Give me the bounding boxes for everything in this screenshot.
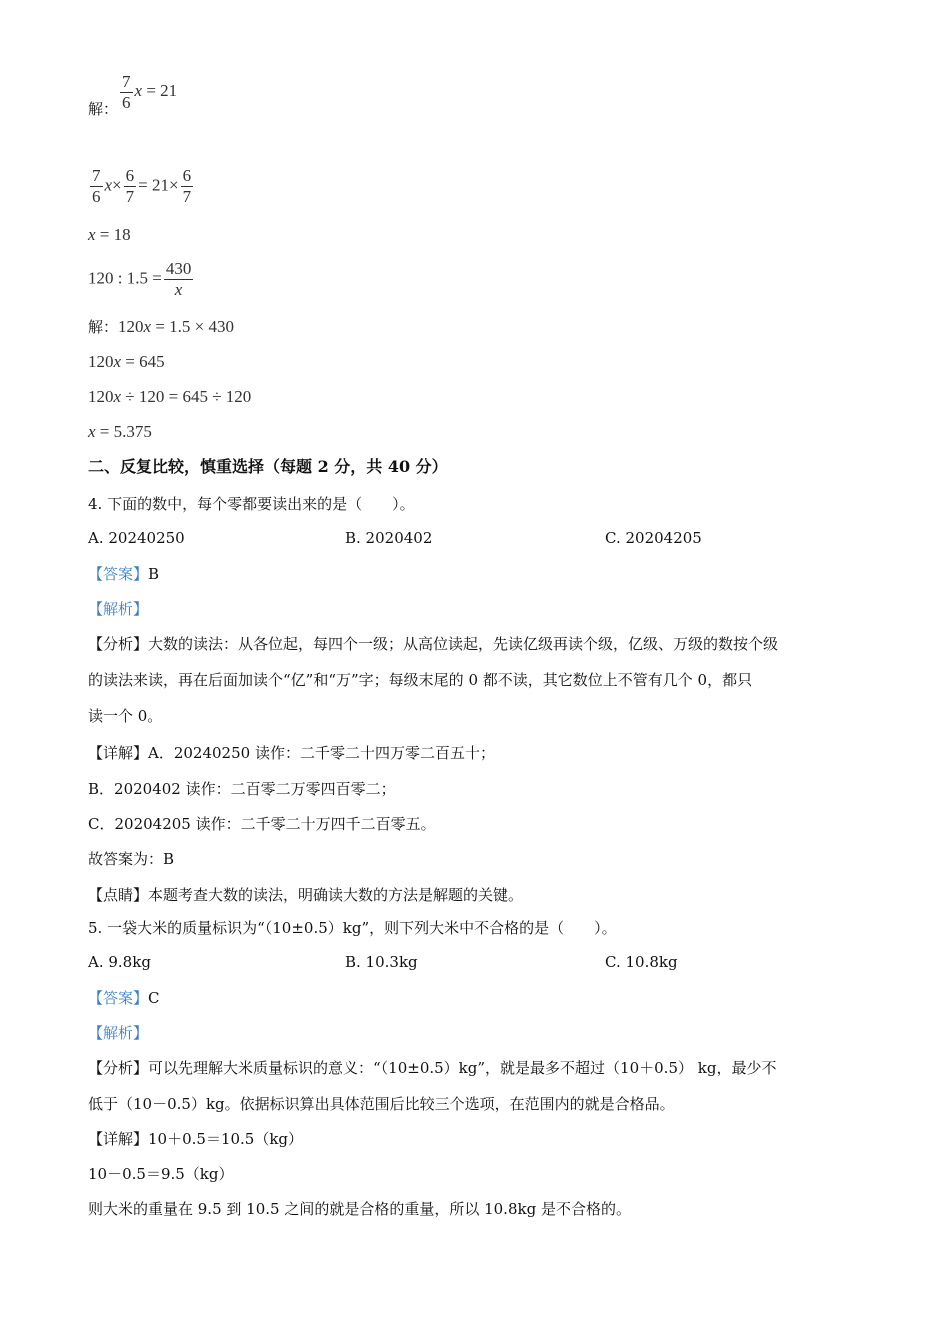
fraction: $\frac{6}{7}$	[182, 166, 192, 206]
equation-7: 120x ÷ 120 = 645 ÷ 120	[88, 387, 252, 406]
q5-answer: 【答案】C	[88, 989, 160, 1007]
answer-tag: 【答案】	[88, 989, 149, 1007]
fraction: $\frac{6}{7}$	[125, 166, 135, 206]
answer-tag: 【答案】	[88, 565, 149, 583]
fraction: $\frac{7}{6}$	[122, 72, 131, 112]
q4-answer: 【答案】B	[88, 565, 160, 583]
solution-label: 解：	[88, 100, 119, 119]
q5-option-a: A. 9.8kg	[88, 953, 151, 971]
q4-option-b: B. 2020402	[345, 529, 433, 547]
q4-detail-c: C．20204205 读作：二千零二十万四千二百零五。	[88, 815, 436, 833]
q4-fenxi-2: 的读法来读，再在后面加读个“亿”和“万”字；每级末尾的 0 都不读，其它数位上不管有几个 0，都只	[88, 671, 753, 689]
q5-fenxi-1: 【分析】可以先理解大米质量标识的意义：“（10±0.5）kg”，就是最多不超过（10＋0.5） kg，最少不	[88, 1059, 777, 1077]
equation-6: 120x = 645	[88, 352, 165, 371]
q4-option-c: C. 20204205	[605, 529, 702, 547]
equation-8: x = 5.375	[88, 422, 152, 441]
equation-3: x = 18	[88, 225, 131, 244]
fraction: $\frac{7}{6}$	[92, 166, 101, 206]
q5-analysis-tag: 【解析】	[88, 1024, 149, 1042]
equation-2: $\frac{7}{6}$ x× $\frac{6}{7}$ = 21× $\frac{6}{7}$	[92, 166, 192, 206]
equation-4: 120 : 1.5 = $\frac{430}{x}$	[88, 259, 192, 299]
section-heading: 二、反复比较，慎重选择（每题 2 分，共 40 分）	[88, 457, 448, 476]
fraction: $\frac{430}{x}$	[165, 259, 192, 299]
q5-detail-3: 则大米的重量在 9.5 到 10.5 之间的就是合格的重量，所以 10.8kg 是不合格的。	[88, 1200, 631, 1218]
q5-option-b: B. 10.3kg	[345, 953, 418, 971]
q5-detail-2: 10－0.5＝9.5（kg）	[88, 1165, 234, 1183]
equation-1: 解： $\frac{7}{6}$ x = 21	[88, 72, 178, 119]
q4-fenxi-1: 【分析】大数的读法：从各位起，每四个一级；从高位读起，先读亿级再读个级，亿级、万级的数按个级	[88, 635, 779, 653]
q5-option-c: C. 10.8kg	[605, 953, 678, 971]
q4-conclusion: 故答案为：B	[88, 850, 175, 868]
question-4-stem: 4. 下面的数中，每个零都要读出来的是（ ）。	[88, 495, 415, 513]
q5-detail-1: 【详解】10＋0.5＝10.5（kg）	[88, 1130, 304, 1148]
equation-5: 解：120x = 1.5 × 430	[88, 317, 234, 336]
q4-detail-a: 【详解】A．20240250 读作：二千零二十四万零二百五十；	[88, 744, 495, 762]
q4-dianjing: 【点睛】本题考查大数的读法，明确读大数的方法是解题的关键。	[88, 886, 524, 904]
question-5-stem: 5. 一袋大米的质量标识为“（10±0.5）kg”，则下列大米中不合格的是（ ）。	[88, 919, 617, 937]
q4-option-a: A. 20240250	[88, 529, 185, 547]
q4-fenxi-3: 读一个 0。	[88, 707, 163, 725]
q5-fenxi-2: 低于（10－0.5）kg。依据标识算出具体范围后比较三个选项，在范围内的就是合格品。	[88, 1095, 675, 1113]
q4-analysis-tag: 【解析】	[88, 600, 149, 618]
q4-detail-b: B．2020402 读作：二百零二万零四百零二；	[88, 780, 396, 798]
